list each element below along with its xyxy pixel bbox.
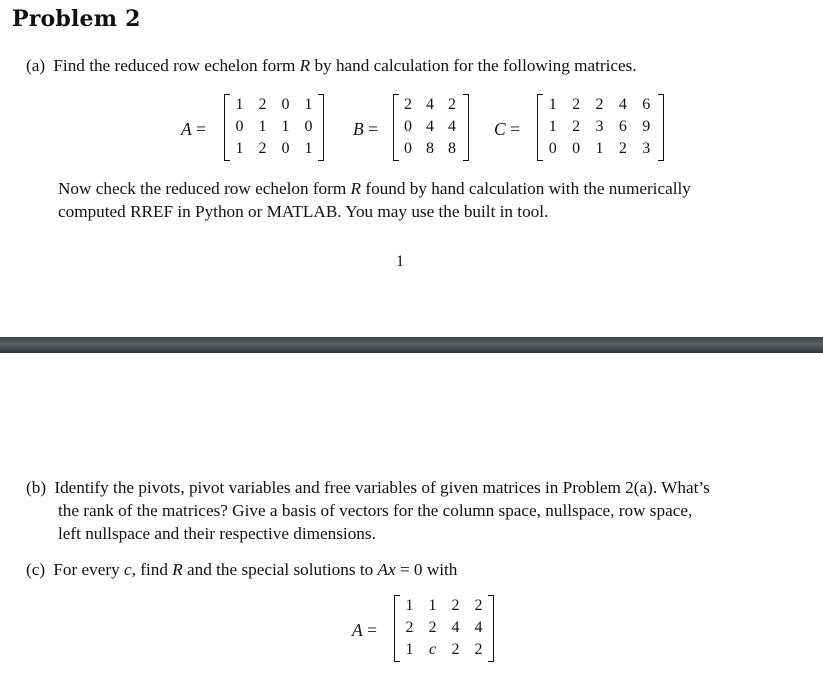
matrix-entry: 2 [451,597,460,614]
matrix-entry: 1 [405,597,414,614]
matrix-entry: 1 [595,140,604,157]
matrix-a-label: A = [181,119,206,139]
part-a-check-line-1: Now check the reduced row echelon form R found by hand calculation with the numerically [58,179,691,198]
matrix-entry: 0 [404,118,412,135]
page-divider [0,337,823,353]
page-number: 1 [396,253,404,270]
matrix-a [228,94,320,160]
matrix-entry: 1 [548,118,557,135]
matrix-entry: 2 [572,118,581,135]
part-a-var-r: R [299,56,311,75]
matrix-entry: 2 [258,96,267,113]
part-b-line-3: left nullspace and their respective dimensions. [58,524,376,543]
matrix-entry: 1 [304,140,313,157]
matrix-c [541,94,658,160]
matrix-entry: 2 [448,96,456,113]
matrix-entry: 2 [474,597,483,614]
matrix-entry: 0 [281,96,290,113]
matrix-entry: 1 [281,118,290,135]
matrix-entry: 3 [595,118,604,135]
matrix-b-right-bracket [463,94,469,161]
matrix-entry: 6 [642,96,651,113]
part-a-check-line-2: computed RREF in Python or MATLAB. You may use the built in tool. [58,202,549,221]
matrix-entry: 0 [281,140,290,157]
matrix-entry: 1 [235,96,244,113]
part-b-label: (b) [26,478,47,497]
matrix-entry: 1 [304,96,313,113]
matrix-entry: 4 [448,118,456,135]
problem-title: Problem 2 [12,6,141,32]
matrix-a2 [398,595,490,661]
matrix-entry: 0 [304,118,313,135]
matrix-entry: 4 [426,96,434,113]
matrix-b-label: B = [353,119,378,139]
matrix-entry: 1 [235,140,244,157]
matrix-entry: 6 [618,118,627,135]
matrix-a-right-bracket [318,94,324,161]
matrix-entry: 8 [448,140,456,157]
matrix-entry: 9 [642,118,651,135]
matrix-entry: 1 [548,96,557,113]
part-c-question: (c) For every c, find R and the special solutions to Ax = 0 with [26,560,458,579]
matrix-entry: 0 [548,140,557,157]
matrix-entry: 4 [426,118,434,135]
matrix-entry: 1 [258,118,267,135]
part-c-label: (c) [26,560,46,579]
matrix-entry: 2 [405,619,414,636]
part-b-line-2: the rank of the matrices? Give a basis of vectors for the column space, nullspace, row space, [58,501,693,520]
matrix-entry: 2 [595,96,604,113]
matrix-entry: 0 [404,140,412,157]
matrix-a2-right-bracket [488,595,494,662]
matrix-entry: 0 [572,140,581,157]
matrix-entry: 2 [618,140,627,157]
matrix-entry: 1 [428,597,437,614]
part-b-line-1: (b) Identify the pivots, pivot variables and free variables of given matrices in Problem 2(a). What’s [26,478,710,497]
part-a-question [26,54,637,77]
matrix-entry: 1 [405,641,414,658]
matrix-b [397,94,463,160]
matrix-entry: 3 [642,140,651,157]
matrix-entry: 0 [235,118,244,135]
matrix-entry: 2 [428,619,437,636]
matrix-entry: 2 [572,96,581,113]
matrix-entry: 4 [451,619,460,636]
matrix-entry: 2 [451,641,460,658]
matrix-entry: 4 [618,96,627,113]
matrix-entry: 8 [426,140,434,157]
matrix-entry: 2 [474,641,483,658]
matrix-a2-label: A = [352,620,377,640]
matrix-entry: 2 [258,140,267,157]
matrix-c-right-bracket [658,94,664,161]
part-a-text-2: by hand calculation for the following matrices. [310,56,637,75]
part-a-text-1: Find the reduced row echelon form [53,56,300,75]
matrix-entry: c [428,641,437,658]
matrix-entry: 4 [474,619,483,636]
matrix-c-label: C = [494,119,520,139]
matrix-entry: 2 [404,96,412,113]
part-a-label: (a) [26,56,46,75]
